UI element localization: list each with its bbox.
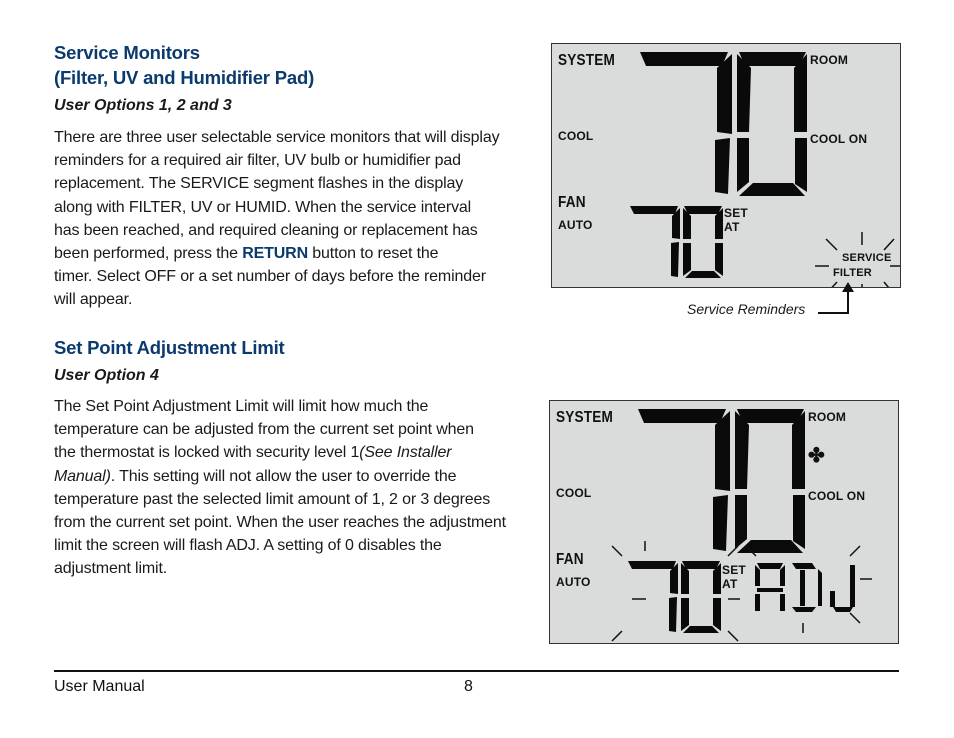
page-number: 8 xyxy=(464,678,473,695)
paragraph-line xyxy=(54,242,554,265)
line-text: along with FILTER, UV or HUMID. When the service interval xyxy=(54,198,472,216)
room-temperature-digits xyxy=(552,44,901,288)
fan-label: FAN xyxy=(558,194,586,211)
line-text: There are three user selectable service monitors that will display xyxy=(54,129,500,146)
line-text: temperature past the selected limit amount of 1, 2 or 3 degrees xyxy=(54,490,491,508)
line-text: been performed, press the xyxy=(54,245,243,263)
adj-segment-text xyxy=(755,563,855,612)
line-text: button to reset the xyxy=(307,245,439,263)
set-label: SET xyxy=(724,206,748,220)
paragraph-line xyxy=(54,441,554,464)
cool-label: COOL xyxy=(556,486,592,500)
service-monitors-paragraph xyxy=(54,126,554,312)
line-text: replacement. The SERVICE segment flashes in the display xyxy=(54,175,464,193)
return-keyword: RETURN xyxy=(242,245,308,263)
line-text: adjustment limit. xyxy=(54,560,168,578)
service-pointer-arrow-icon xyxy=(810,280,870,325)
cool-on-label: COOL ON xyxy=(808,489,866,503)
filter-label: FILTER xyxy=(833,267,872,279)
line-text: has been reached, and required cleaning or replacement has xyxy=(54,221,478,239)
line-text: timer. Select OFF or a set number of days before the reminder xyxy=(54,268,486,286)
paragraph-line xyxy=(54,395,554,418)
line-text: will appear. xyxy=(54,291,133,309)
room-label: ROOM xyxy=(810,53,849,67)
footer-title: User Manual xyxy=(54,678,145,695)
italic-reference: Manual) xyxy=(54,467,111,485)
at-label: AT xyxy=(722,577,738,591)
paragraph-line xyxy=(54,265,554,288)
fan-label: FAN xyxy=(556,551,584,568)
paragraph-line xyxy=(54,149,554,172)
paragraph-line xyxy=(54,511,554,534)
thermostat-display-adjust xyxy=(549,400,899,644)
section-subtitle-user-option-4: User Option 4 xyxy=(54,367,159,384)
line-text: the thermostat is locked with security level 1 xyxy=(54,444,360,462)
set-point-limit-paragraph xyxy=(54,395,554,581)
paragraph-line xyxy=(54,418,554,441)
line-text: . This setting will not allow the user to override the xyxy=(110,467,457,485)
line-text: The Set Point Adjustment Limit will limit how much the xyxy=(54,398,429,415)
cool-on-label: COOL ON xyxy=(810,132,868,146)
paragraph-line xyxy=(54,557,554,580)
service-reminders-caption: Service Reminders xyxy=(687,301,806,317)
line-text: temperature can be adjusted from the current set point when xyxy=(54,421,474,439)
system-label: SYSTEM xyxy=(556,409,613,426)
section-title-set-point-limit: Set Point Adjustment Limit xyxy=(54,337,285,358)
section-subtitle-user-options: User Options 1, 2 and 3 xyxy=(54,97,232,114)
paragraph-line xyxy=(54,219,554,242)
paragraph-line xyxy=(54,465,554,488)
auto-label: AUTO xyxy=(558,218,593,232)
paragraph-line xyxy=(54,126,554,149)
system-label: SYSTEM xyxy=(558,52,615,69)
paragraph-line xyxy=(54,534,554,557)
set-temperature-digits xyxy=(630,206,723,278)
paragraph-line xyxy=(54,196,554,219)
footer-rule xyxy=(54,670,899,672)
set-label: SET xyxy=(722,563,746,577)
service-label: SERVICE xyxy=(842,252,892,264)
paragraph-line xyxy=(54,288,554,311)
thermostat-display-service xyxy=(551,43,901,288)
paragraph-line xyxy=(54,488,554,511)
auto-label: AUTO xyxy=(556,575,591,589)
paragraph-line xyxy=(54,172,554,195)
italic-reference: (See Installer xyxy=(359,444,452,462)
room-temperature-digits xyxy=(550,401,899,644)
fan-icon: ✤ xyxy=(808,445,825,467)
section-title-service-monitors: Service Monitors (Filter, UV and Humidifier Pad) xyxy=(54,42,315,88)
line-text: reminders for a required air filter, UV bulb or humidifier pad xyxy=(54,152,461,170)
cool-label: COOL xyxy=(558,129,594,143)
at-label: AT xyxy=(724,220,740,234)
line-text: limit the screen will flash ADJ. A setting of 0 disables the xyxy=(54,537,442,555)
line-text: from the current set point. When the user reaches the adjustment xyxy=(54,514,506,532)
set-temperature-digits xyxy=(628,561,721,633)
room-label: ROOM xyxy=(808,410,847,424)
